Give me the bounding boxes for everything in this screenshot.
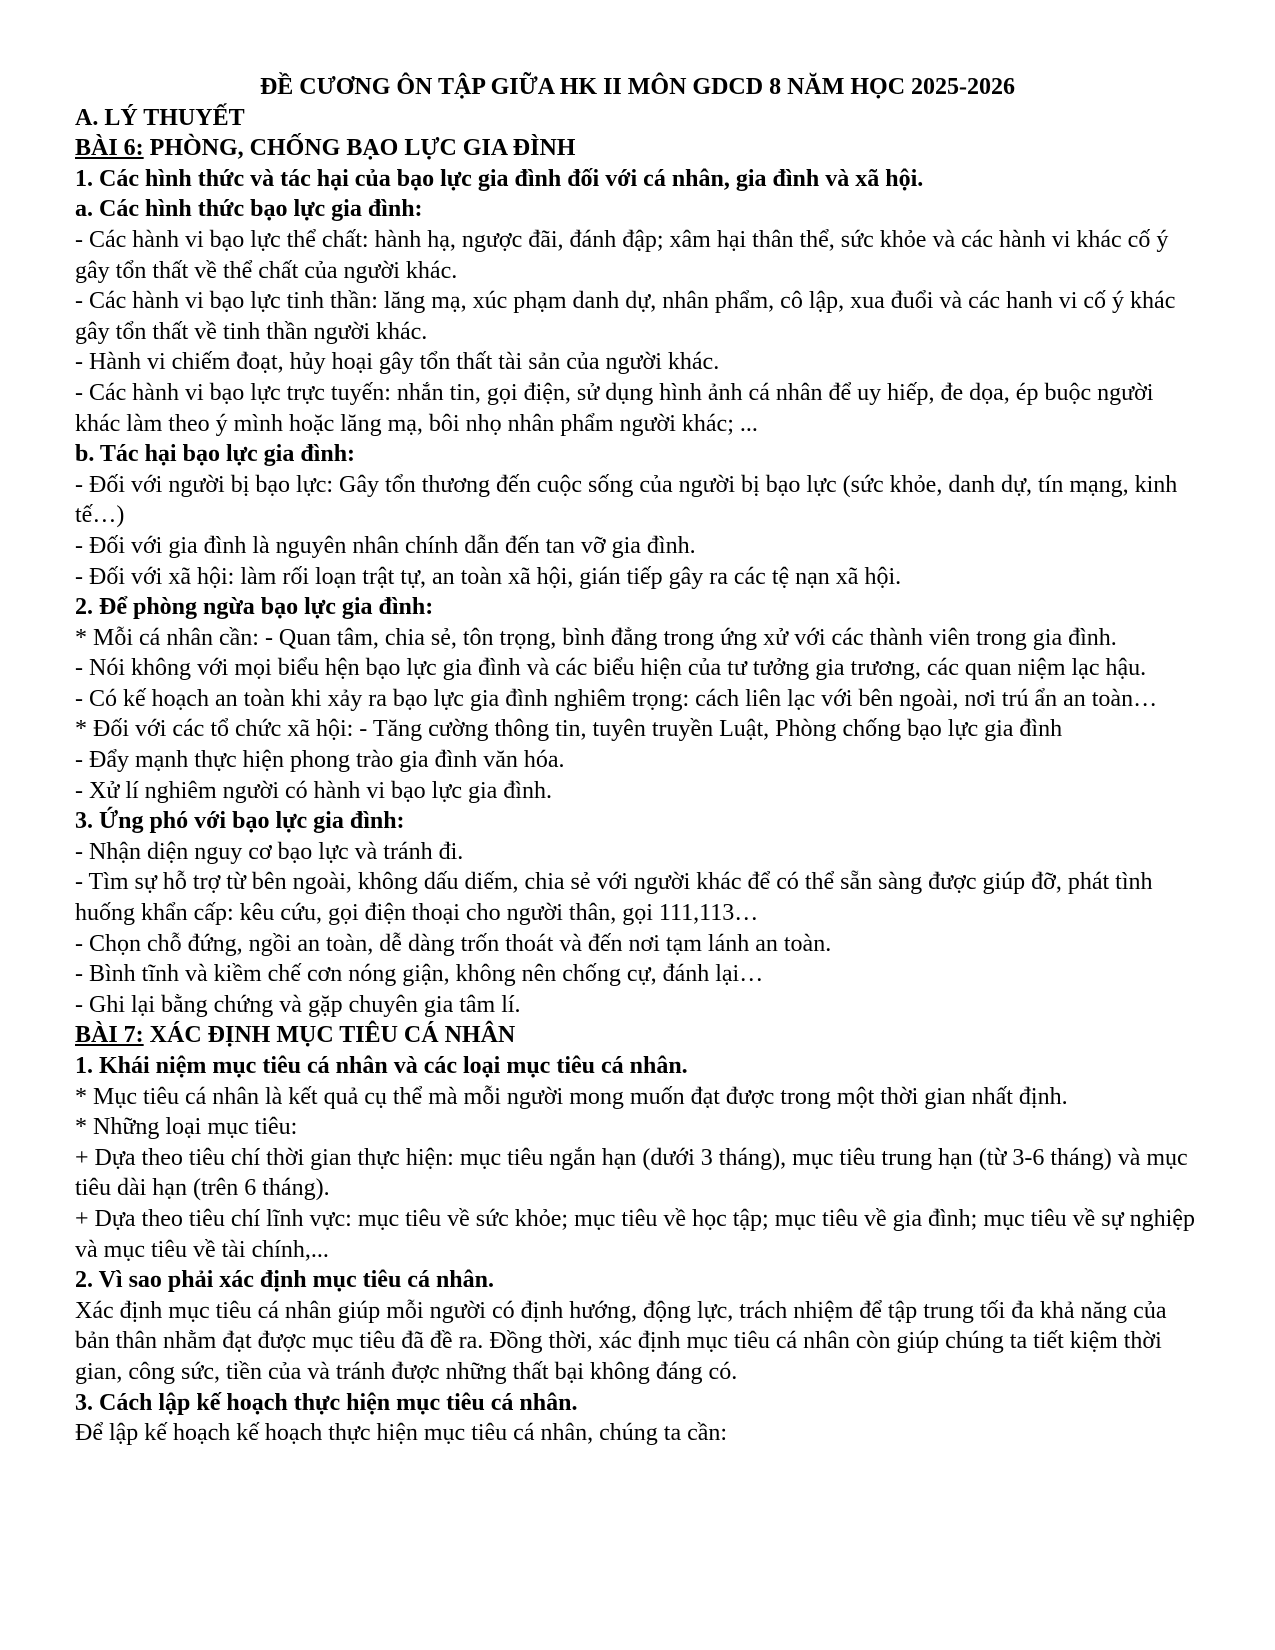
paragraph: - Các hành vi bạo lực tinh thần: lăng mạ, xúc phạm danh dự, nhân phẩm, cô lập, xua đuổi và các hanh vi cố ý khác gây tổn thất về tinh thần người khác. — [75, 288, 1176, 345]
lesson-7-label: BÀI 7: — [75, 1022, 144, 1049]
heading-3: 3. Ứng phó với bạo lực gia đình: — [75, 808, 405, 835]
paragraph: + Dựa theo tiêu chí lĩnh vực: mục tiêu về sức khỏe; mục tiêu về học tập; mục tiêu về gia đình; mục tiêu về sự nghiệp và mục tiêu về tài chính,... — [75, 1205, 1195, 1263]
heading-4: 1. Khái niệm mục tiêu cá nhân và các loại mục tiêu cá nhân. — [75, 1053, 688, 1079]
paragraph: - Đối với người bị bạo lực: Gây tổn thương đến cuộc sống của người bị bạo lực (sức khỏe, danh dự, tín mạng, kinh tế…) — [75, 471, 1178, 529]
document-title: ĐỀ CƯƠNG ÔN TẬP GIỮA HK II MÔN GDCD 8 NĂM HỌC 2025-2026 — [259, 74, 1016, 100]
paragraph: - Nói không với mọi biểu hện bạo lực gia đình và các biểu hiện của tư tưởng gia trương, các quan niệm lạc hậu. — [75, 655, 1147, 682]
lesson-7-heading — [75, 1020, 1200, 1051]
heading-1b: b. Tác hại bạo lực gia đình: — [75, 441, 356, 468]
lesson-6-label: BÀI 6: — [75, 135, 144, 162]
paragraph: - Các hành vi bạo lực trực tuyến: nhắn tin, gọi điện, sử dụng hình ảnh cá nhân để uy hiếp, đe dọa, ép buộc người khác làm theo ý mình hoặc lăng mạ, bôi nhọ nhân phẩm người khác; ... — [75, 379, 1154, 437]
section-a-heading: A. LÝ THUYẾT — [75, 104, 245, 131]
paragraph: * Đối với các tổ chức xã hội: - Tăng cường thông tin, tuyên truyền Luật, Phòng chống bạo lực gia đình — [75, 716, 1063, 743]
paragraph: * Mục tiêu cá nhân là kết quả cụ thể mà mỗi người mong muốn đạt được trong một thời gian nhất định. — [75, 1083, 1068, 1110]
paragraph: Để lập kế hoạch kế hoạch thực hiện mục tiêu cá nhân, chúng ta cần: — [75, 1420, 728, 1447]
paragraph: - Đẩy mạnh thực hiện phong trào gia đình văn hóa. — [75, 747, 565, 774]
lesson-7-title: XÁC ĐỊNH MỤC TIÊU CÁ NHÂN — [143, 1022, 516, 1049]
paragraph: - Đối với xã hội: làm rối loạn trật tự, an toàn xã hội, gián tiếp gây ra các tệ nạn xã hội. — [75, 563, 902, 590]
paragraph: - Đối với gia đình là nguyên nhân chính dẫn đến tan vỡ gia đình. — [75, 532, 696, 559]
heading-1: 1. Các hình thức và tác hại của bạo lực gia đình đối với cá nhân, gia đình và xã hội. — [75, 165, 924, 192]
paragraph: - Nhận diện nguy cơ bạo lực và tránh đi. — [75, 838, 464, 865]
heading-1a: a. Các hình thức bạo lực gia đình: — [75, 196, 423, 223]
paragraph: + Dựa theo tiêu chí thời gian thực hiện: mục tiêu ngắn hạn (dưới 3 tháng), mục tiêu trung hạn (từ 3-6 tháng) và mục tiêu dài hạn (trên 6 tháng). — [75, 1144, 1188, 1202]
paragraph: - Các hành vi bạo lực thể chất: hành hạ, ngược đãi, đánh đập; xâm hại thân thể, sức khỏe và các hành vi khác cố ý gây tổn thất về thể chất của người khác. — [75, 226, 1169, 284]
paragraph: - Tìm sự hỗ trợ từ bên ngoài, không dấu diếm, chia sẻ với người khác để có thể sẵn sàng được giúp đỡ, phát tình huống khẩn cấp: kêu cứu, gọi điện thoại cho người thân, gọi 111,113… — [75, 869, 1153, 927]
paragraph: - Bình tĩnh và kiềm chế cơn nóng giận, không nên chống cự, đánh lại… — [75, 961, 764, 988]
heading-6: 3. Cách lập kế hoạch thực hiện mục tiêu cá nhân. — [75, 1389, 578, 1416]
heading-2: 2. Để phòng ngừa bạo lực gia đình: — [75, 594, 434, 621]
paragraph: - Có kế hoạch an toàn khi xảy ra bạo lực gia đình nghiêm trọng: cách liên lạc với bên ngoài, nơi trú ẩn an toàn… — [75, 685, 1158, 712]
paragraph: * Những loại mục tiêu: — [75, 1114, 298, 1141]
paragraph: - Xử lí nghiêm người có hành vi bạo lực gia đình. — [75, 777, 552, 804]
paragraph: - Ghi lại bằng chứng và gặp chuyên gia tâm lí. — [75, 991, 521, 1018]
paragraph: * Mỗi cá nhân cần: - Quan tâm, chia sẻ, tôn trọng, bình đẳng trong ứng xử với các thành viên trong gia đình. — [75, 624, 1117, 651]
heading-5: 2. Vì sao phải xác định mục tiêu cá nhân. — [75, 1267, 494, 1294]
paragraph: Xác định mục tiêu cá nhân giúp mỗi người có định hướng, động lực, trách nhiệm để tập trung tối đa khả năng của bản thân nhằm đạt được mục tiêu đã đề ra. Đồng thời, xác định mục tiêu cá nhân còn giúp chúng ta tiết kiệm thời gian, công sức, tiền của và tránh được những thất bại không đáng có. — [75, 1297, 1167, 1385]
lesson-6-heading — [75, 133, 1200, 164]
paragraph: - Chọn chỗ đứng, ngồi an toàn, dễ dàng trốn thoát và đến nơi tạm lánh an toàn. — [75, 930, 832, 957]
paragraph: - Hành vi chiếm đoạt, hủy hoại gây tổn thất tài sản của người khác. — [75, 349, 720, 376]
lesson-6-title: PHÒNG, CHỐNG BẠO LỰC GIA ĐÌNH — [143, 135, 576, 162]
